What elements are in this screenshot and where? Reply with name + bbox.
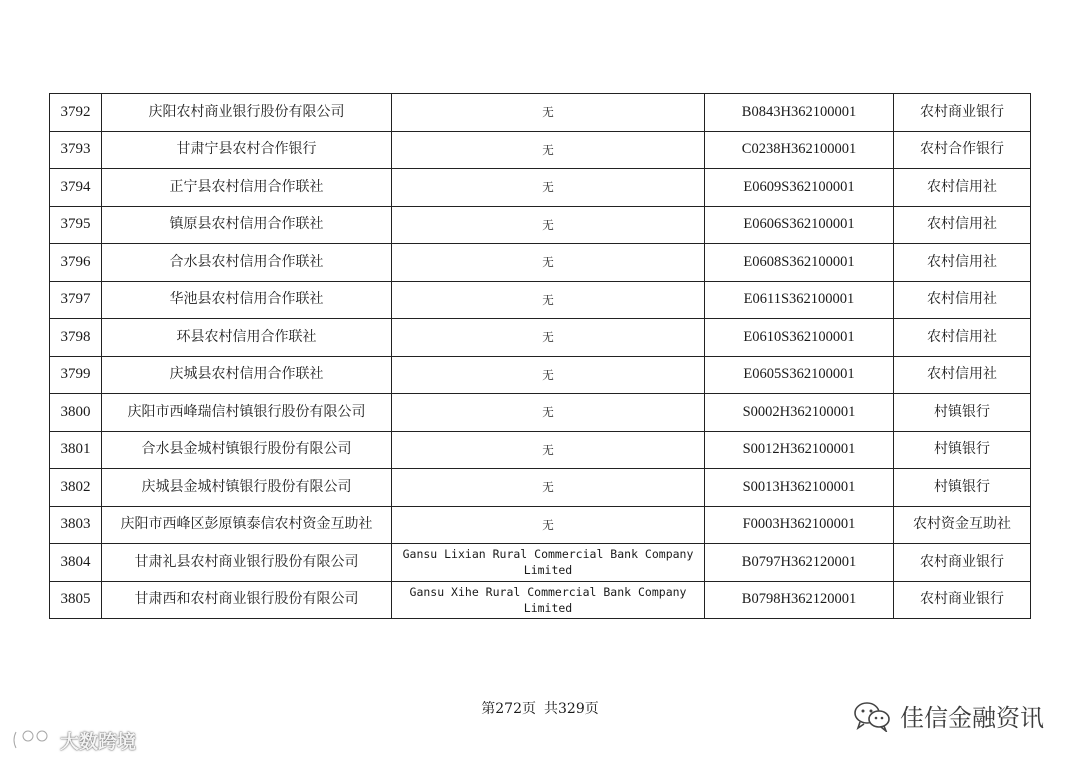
institution-type: 农村信用社: [894, 244, 1031, 282]
institution-code: E0609S362100001: [705, 169, 894, 207]
row-number: 3802: [50, 469, 102, 507]
table-body: [50, 94, 1031, 619]
table-row: [50, 281, 1031, 319]
wechat-icon: [852, 700, 892, 732]
table-row: [50, 356, 1031, 394]
row-number: 3805: [50, 581, 102, 619]
english-name: 无: [392, 169, 705, 207]
institution-code: C0238H362100001: [705, 131, 894, 169]
institution-code: S0002H362100001: [705, 394, 894, 432]
institution-code: B0798H362120001: [705, 581, 894, 619]
english-name: 无: [392, 506, 705, 544]
table-row: [50, 506, 1031, 544]
table-row: [50, 394, 1031, 432]
english-name: 无: [392, 244, 705, 282]
table-row: [50, 131, 1031, 169]
institution-type: 农村信用社: [894, 169, 1031, 207]
row-number: 3801: [50, 431, 102, 469]
institution-code: E0608S362100001: [705, 244, 894, 282]
row-number: 3793: [50, 131, 102, 169]
institution-type: 村镇银行: [894, 431, 1031, 469]
bank-table: [49, 93, 1031, 619]
institution-code: B0843H362100001: [705, 94, 894, 132]
row-number: 3796: [50, 244, 102, 282]
row-number: 3799: [50, 356, 102, 394]
english-name: 无: [392, 431, 705, 469]
english-name: Gansu Lixian Rural Commercial Bank Company Limited: [392, 544, 705, 582]
watermark-right-text: 佳信金融资讯: [900, 704, 1044, 732]
row-number: 3798: [50, 319, 102, 357]
row-number: 3792: [50, 94, 102, 132]
institution-type: 农村商业银行: [894, 581, 1031, 619]
institution-type: 农村信用社: [894, 281, 1031, 319]
english-name: 无: [392, 394, 705, 432]
institution-name: 华池县农村信用合作联社: [102, 281, 392, 319]
row-number: 3797: [50, 281, 102, 319]
table-row: [50, 169, 1031, 207]
institution-code: S0012H362100001: [705, 431, 894, 469]
institution-code: F0003H362100001: [705, 506, 894, 544]
institution-type: 村镇银行: [894, 394, 1031, 432]
total-pages: 共329页: [544, 701, 599, 717]
english-name: 无: [392, 319, 705, 357]
institution-name: 合水县金城村镇银行股份有限公司: [102, 431, 392, 469]
page-number: 第272页: [481, 701, 536, 717]
institution-name: 正宁县农村信用合作联社: [102, 169, 392, 207]
institution-name: 庆阳农村商业银行股份有限公司: [102, 94, 392, 132]
institution-type: 村镇银行: [894, 469, 1031, 507]
institution-name: 甘肃宁县农村合作银行: [102, 131, 392, 169]
institution-name: 合水县农村信用合作联社: [102, 244, 392, 282]
institution-code: B0797H362120001: [705, 544, 894, 582]
institution-name: 庆阳市西峰区彭原镇泰信农村资金互助社: [102, 506, 392, 544]
table-row: [50, 94, 1031, 132]
institution-name: 环县农村信用合作联社: [102, 319, 392, 357]
institution-code: E0611S362100001: [705, 281, 894, 319]
english-name: 无: [392, 281, 705, 319]
institution-name: 甘肃礼县农村商业银行股份有限公司: [102, 544, 392, 582]
watermark-left-text: 大数跨境: [60, 730, 137, 753]
watermark-left: [10, 726, 136, 754]
english-name: 无: [392, 469, 705, 507]
institution-type: 农村商业银行: [894, 544, 1031, 582]
institution-code: S0013H362100001: [705, 469, 894, 507]
english-name: 无: [392, 131, 705, 169]
row-number: 3800: [50, 394, 102, 432]
institution-type: 农村信用社: [894, 206, 1031, 244]
institution-name: 庆阳市西峰瑞信村镇银行股份有限公司: [102, 394, 392, 432]
row-number: 3803: [50, 506, 102, 544]
english-name: Gansu Xihe Rural Commercial Bank Company Limited: [392, 581, 705, 619]
watermark-right: [852, 698, 1044, 733]
row-number: 3795: [50, 206, 102, 244]
institution-type: 农村商业银行: [894, 94, 1031, 132]
institution-name: 庆城县农村信用合作联社: [102, 356, 392, 394]
institution-name: 甘肃西和农村商业银行股份有限公司: [102, 581, 392, 619]
table-row: [50, 206, 1031, 244]
table-row: [50, 244, 1031, 282]
institution-code: E0606S362100001: [705, 206, 894, 244]
institution-code: E0610S362100001: [705, 319, 894, 357]
brand-logo-icon: [10, 726, 54, 754]
table-row: [50, 319, 1031, 357]
institution-code: E0605S362100001: [705, 356, 894, 394]
institution-type: 农村信用社: [894, 319, 1031, 357]
english-name: 无: [392, 356, 705, 394]
table-row: [50, 581, 1031, 619]
table-row: [50, 469, 1031, 507]
english-name: 无: [392, 94, 705, 132]
institution-name: 庆城县金城村镇银行股份有限公司: [102, 469, 392, 507]
row-number: 3794: [50, 169, 102, 207]
institution-type: 农村信用社: [894, 356, 1031, 394]
english-name: 无: [392, 206, 705, 244]
table-row: [50, 431, 1031, 469]
institution-type: 农村合作银行: [894, 131, 1031, 169]
table-row: [50, 544, 1031, 582]
institution-type: 农村资金互助社: [894, 506, 1031, 544]
institution-name: 镇原县农村信用合作联社: [102, 206, 392, 244]
row-number: 3804: [50, 544, 102, 582]
